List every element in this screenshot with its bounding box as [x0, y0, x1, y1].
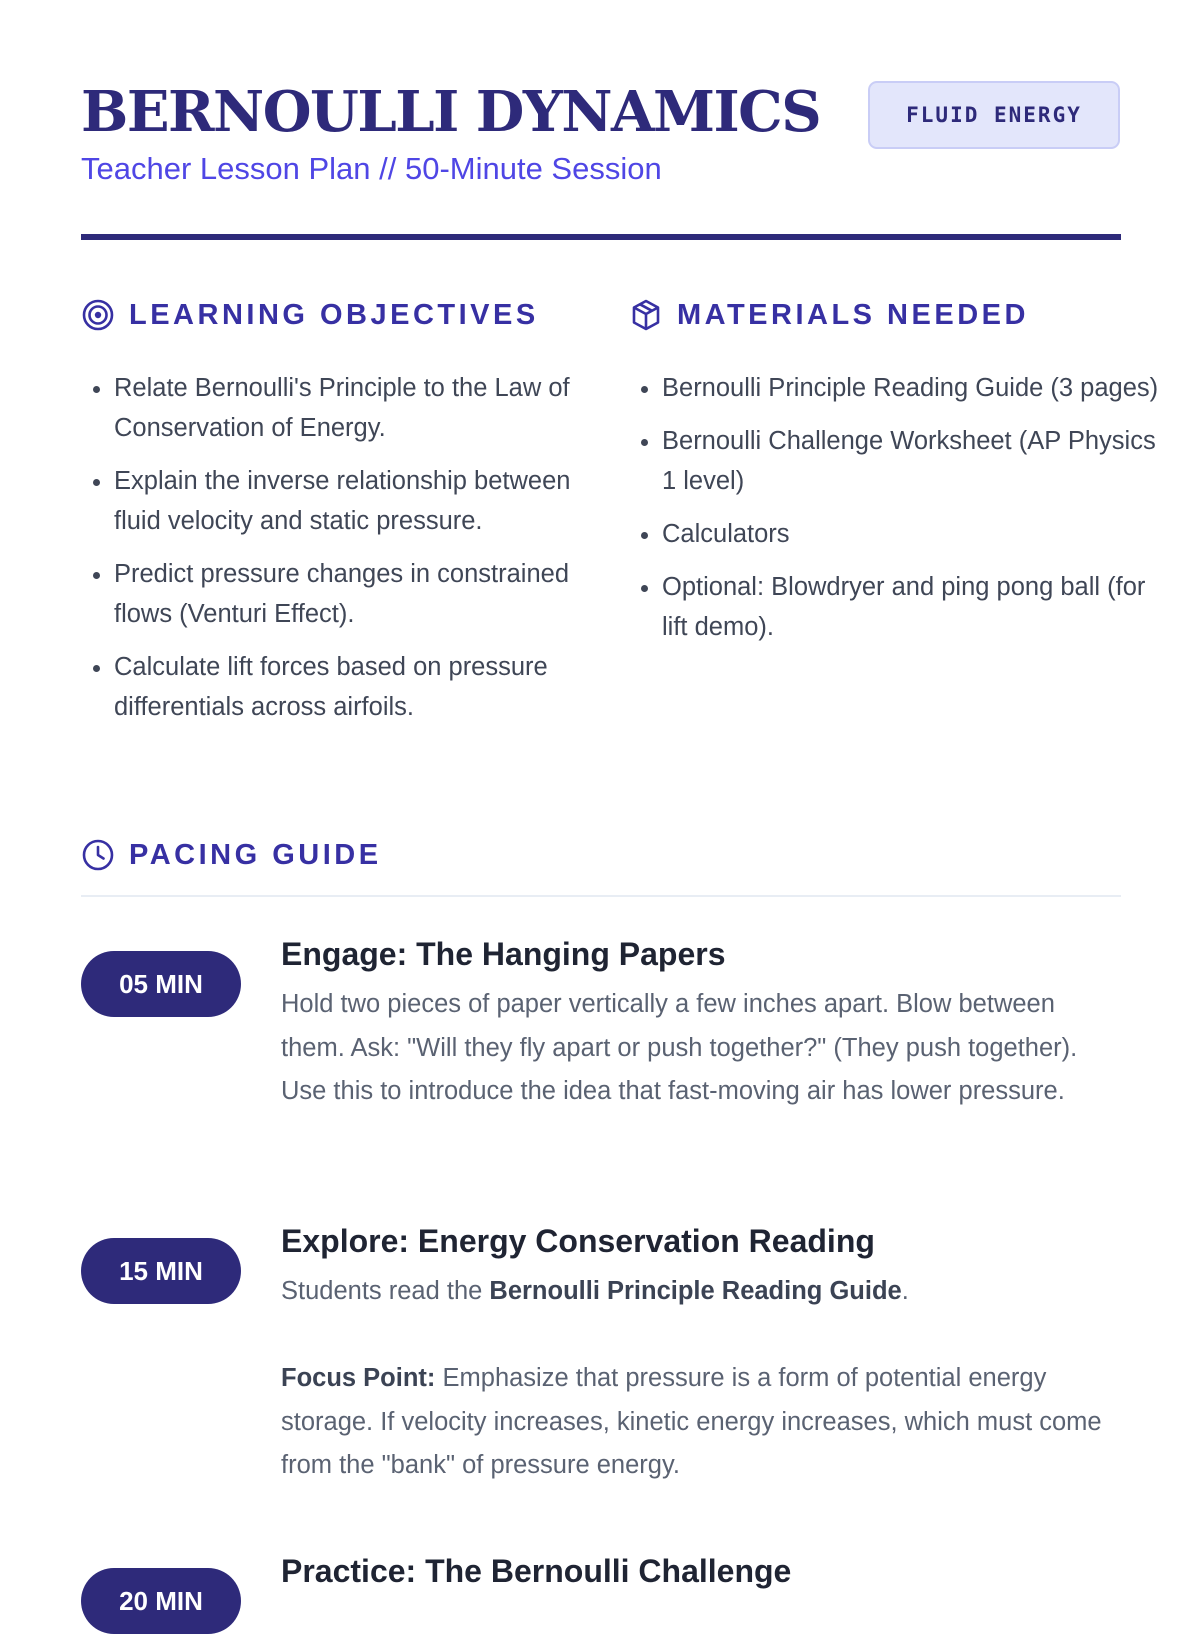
- reading-guide-ref: Bernoulli Principle Reading Guide: [489, 1277, 902, 1305]
- pacing-item-title: Engage: The Hanging Papers: [281, 936, 726, 972]
- objectives-heading-label: LEARNING OBJECTIVES: [129, 298, 539, 331]
- materials-list: [629, 368, 1162, 660]
- list-item: • Optional: Blowdryer and ping pong ball (for lift demo).: [662, 567, 1162, 647]
- pacing-item-description: [281, 1270, 1121, 1314]
- list-item: • Predict pressure changes in constrained flows (Venturi Effect).: [114, 554, 614, 634]
- pacing-item-body: [281, 1223, 1121, 1502]
- time-badge: 05 MIN: [81, 951, 241, 1017]
- header-divider: [81, 234, 1121, 240]
- materials-heading-label: MATERIALS NEEDED: [677, 298, 1029, 331]
- target-icon: [81, 298, 115, 332]
- list-item: • Calculate lift forces based on pressure differentials across airfoils.: [114, 647, 614, 727]
- pacing-heading-label: PACING GUIDE: [129, 838, 382, 871]
- materials-heading: [629, 298, 1029, 332]
- objectives-heading: [81, 298, 539, 332]
- pacing-item-title: Practice: The Bernoulli Challenge: [281, 1553, 792, 1589]
- pacing-item-body: [281, 1553, 1121, 1614]
- page-subtitle: Teacher Lesson Plan // 50-Minute Session: [81, 151, 662, 186]
- clock-icon: [81, 838, 115, 872]
- list-item: • Relate Bernoulli's Principle to the Law of Conservation of Energy.: [114, 368, 614, 448]
- focus-point: [281, 1357, 1121, 1488]
- list-item: • Bernoulli Challenge Worksheet (AP Physics 1 level): [662, 421, 1162, 501]
- time-badge: 15 MIN: [81, 1238, 241, 1304]
- pacing-divider: [81, 895, 1121, 897]
- focus-point-text: Emphasize that pressure is a form of potential energy storage. If velocity increases, kinetic energy increases, which must come from the "bank" of pressure energy.: [281, 1364, 1102, 1479]
- description-text: Students read the: [281, 1277, 490, 1305]
- focus-point-label: Focus Point:: [281, 1364, 436, 1392]
- description-text: .: [901, 1277, 909, 1305]
- pacing-heading: [81, 838, 382, 872]
- list-item: • Calculators: [662, 514, 1162, 554]
- list-item: • Bernoulli Principle Reading Guide (3 pages): [662, 368, 1162, 408]
- list-item: • Explain the inverse relationship between fluid velocity and static pressure.: [114, 461, 614, 541]
- pacing-item-title: Explore: Energy Conservation Reading: [281, 1223, 875, 1259]
- topic-badge: FLUID ENERGY: [868, 81, 1120, 149]
- page-title: BERNOULLI DYNAMICS: [81, 79, 821, 145]
- objectives-list: [81, 368, 614, 740]
- box-icon: [629, 298, 663, 332]
- time-badge: 20 MIN: [81, 1568, 241, 1634]
- pacing-item-body: [281, 936, 1121, 1128]
- pacing-item-description: Hold two pieces of paper vertically a few inches apart. Blow between them. Ask: "Will they fly apart or push together?" (They push together). Use this to introduce the idea that fast-moving air has lower pressure.: [281, 990, 1078, 1105]
